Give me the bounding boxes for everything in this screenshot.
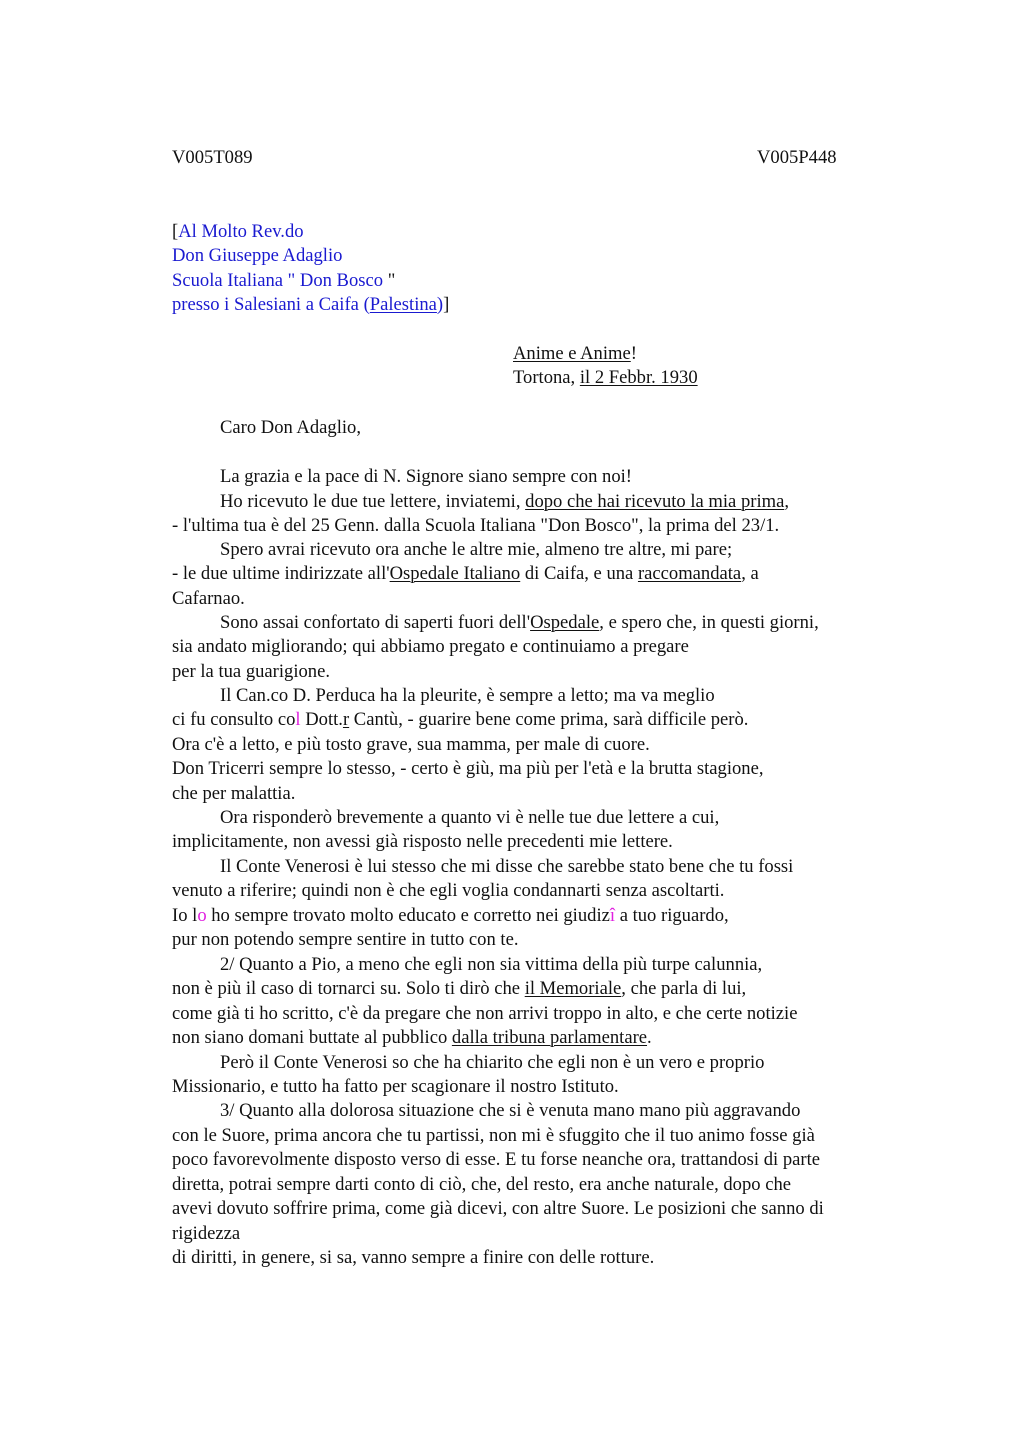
salutation: Caro Don Adaglio, xyxy=(220,417,361,438)
text-span: di Caifa, e una xyxy=(520,563,638,584)
dateline xyxy=(513,366,698,390)
dateline-date: il 2 Febbr. 1930 xyxy=(579,367,698,388)
bracket-close: ] xyxy=(443,294,450,315)
paren-open: ( xyxy=(363,294,370,315)
text-span: non siano domani buttate al pubblico xyxy=(172,1027,452,1048)
body-line: diretta, potrai sempre darti conto di ciò, che, del resto, era anche naturale, dopo che xyxy=(172,1174,792,1195)
body-line: - l'ultima tua è del 25 Genn. dalla Scuola Italiana "Don Bosco", la prima del 23/1. xyxy=(172,515,780,536)
text-span: non è più il caso di tornarci su. Solo ti dirò che xyxy=(172,978,525,999)
body-line: di diritti, in genere, si sa, vanno sempre a finire con delle rotture. xyxy=(172,1247,655,1268)
underlined-text: raccomandata xyxy=(637,563,742,584)
body-line: Il Conte Venerosi è lui stesso che mi disse che sarebbe stato bene che tu fossi xyxy=(220,856,794,877)
motto xyxy=(513,342,637,366)
address-quote: " xyxy=(387,270,396,291)
text-span: Ho ricevuto le due tue lettere, inviatemi, xyxy=(220,491,526,512)
text-span: ho sempre trovato molto educato e corretto nei giudiz xyxy=(206,905,610,926)
body-line xyxy=(172,708,748,732)
underlined-text: dalla tribuna parlamentare xyxy=(451,1027,648,1048)
underlined-text: r xyxy=(342,709,350,730)
body-line: 2/ Quanto a Pio, a meno che egli non sia vittima della più turpe calunnia, xyxy=(220,954,763,975)
address-school: Scuola Italiana " Don Bosco xyxy=(172,270,388,291)
body-line: poco favorevolmente disposto verso di esse. E tu forse neanche ora, trattandosi di parte xyxy=(172,1149,820,1170)
body-line: Don Tricerri sempre lo stesso, - certo è giù, ma più per l'età e la brutta stagione, xyxy=(172,758,764,779)
address-line-1 xyxy=(172,220,304,244)
body-line: La grazia e la pace di N. Signore siano sempre con noi! xyxy=(220,466,633,487)
underlined-text: Ospedale Italiano xyxy=(389,563,521,584)
text-span: , e spero che, in questi giorni, xyxy=(599,612,819,633)
body-line xyxy=(172,1026,652,1050)
correction-mark: o xyxy=(197,905,207,926)
text-span: , a xyxy=(741,563,759,584)
text-span: Sono assai confortato di saperti fuori dell' xyxy=(220,612,531,633)
body-line: Ora c'è a letto, e più tosto grave, sua mamma, per male di cuore. xyxy=(172,734,650,755)
text-span: ci fu consulto co xyxy=(172,709,296,730)
body-line: 3/ Quanto alla dolorosa situazione che si è venuta mano mano più aggravando xyxy=(220,1100,801,1121)
document-code-left: V005T089 xyxy=(172,147,253,168)
body-line xyxy=(220,490,789,514)
body-line: implicitamente, non avessi già risposto nelle precedenti mie lettere. xyxy=(172,831,673,852)
address-line-3 xyxy=(172,269,395,293)
text-span: Cantù, - guarire bene come prima, sarà difficile però. xyxy=(349,709,749,730)
body-line: venuto a riferire; quindi non è che egli voglia condannarti senza ascoltarti. xyxy=(172,880,725,901)
body-line: Ora risponderò brevemente a quanto vi è nelle tue due lettere a cui, xyxy=(220,807,720,828)
body-line: Il Can.co D. Perduca ha la pleurite, è sempre a letto; ma va meglio xyxy=(220,685,715,706)
underlined-text: Ospedale xyxy=(530,612,600,633)
text-span: Dott. xyxy=(300,709,343,730)
body-line: rigidezza xyxy=(172,1223,241,1244)
correction-mark: î xyxy=(609,905,616,926)
text-span: , che parla di lui, xyxy=(621,978,747,999)
body-line: per la tua guarigione. xyxy=(172,661,330,682)
body-line: che per malattia. xyxy=(172,783,296,804)
address-line-2: Don Giuseppe Adaglio xyxy=(172,245,343,266)
body-line: avevi dovuto soffrire prima, come già dicevi, con altre Suore. Le posizioni che sanno di xyxy=(172,1198,824,1219)
motto-text: Anime e Anime xyxy=(513,343,631,364)
body-line xyxy=(220,611,819,635)
underlined-text: dopo che hai ricevuto la mia prima xyxy=(525,491,785,512)
motto-excl: ! xyxy=(630,343,637,364)
text-span: - le due ultime indirizzate all' xyxy=(172,563,390,584)
body-line: sia andato migliorando; qui abbiamo pregato e continuiamo a pregare xyxy=(172,636,689,657)
body-line xyxy=(172,562,759,586)
bracket-open: [ xyxy=(172,221,179,242)
underlined-text: il Memoriale xyxy=(524,978,622,999)
body-line: come già ti ho scritto, c'è da pregare che non arrivi troppo in alto, e che certe notizie xyxy=(172,1003,798,1024)
paren-close: ) xyxy=(436,294,444,315)
body-line xyxy=(172,977,746,1001)
body-line: Cafarnao. xyxy=(172,588,245,609)
text-span: Io l xyxy=(172,905,198,926)
body-line: Missionario, e tutto ha fatto per scagionare il nostro Istituto. xyxy=(172,1076,619,1097)
body-line: Però il Conte Venerosi so che ha chiarito che egli non è un vero e proprio xyxy=(220,1052,765,1073)
document-code-right: V005P448 xyxy=(757,147,837,168)
address-recipient-title: Al Molto Rev.do xyxy=(178,221,304,242)
text-span: . xyxy=(647,1027,652,1048)
body-line: con le Suore, prima ancora che tu partissi, non mi è sfuggito che il tuo animo fosse già xyxy=(172,1125,815,1146)
body-line: Spero avrai ricevuto ora anche le altre mie, almeno tre altre, mi pare; xyxy=(220,539,733,560)
dateline-place: Tortona, xyxy=(513,367,580,388)
address-line-4 xyxy=(172,293,449,317)
address-location: presso i Salesiani a Caifa xyxy=(172,294,364,315)
address-country: Palestina xyxy=(369,294,437,315)
text-span: , xyxy=(784,491,789,512)
body-line xyxy=(172,904,729,928)
correction-mark: l xyxy=(295,709,301,730)
text-span: a tuo riguardo, xyxy=(615,905,729,926)
body-line: pur non potendo sempre sentire in tutto con te. xyxy=(172,929,519,950)
